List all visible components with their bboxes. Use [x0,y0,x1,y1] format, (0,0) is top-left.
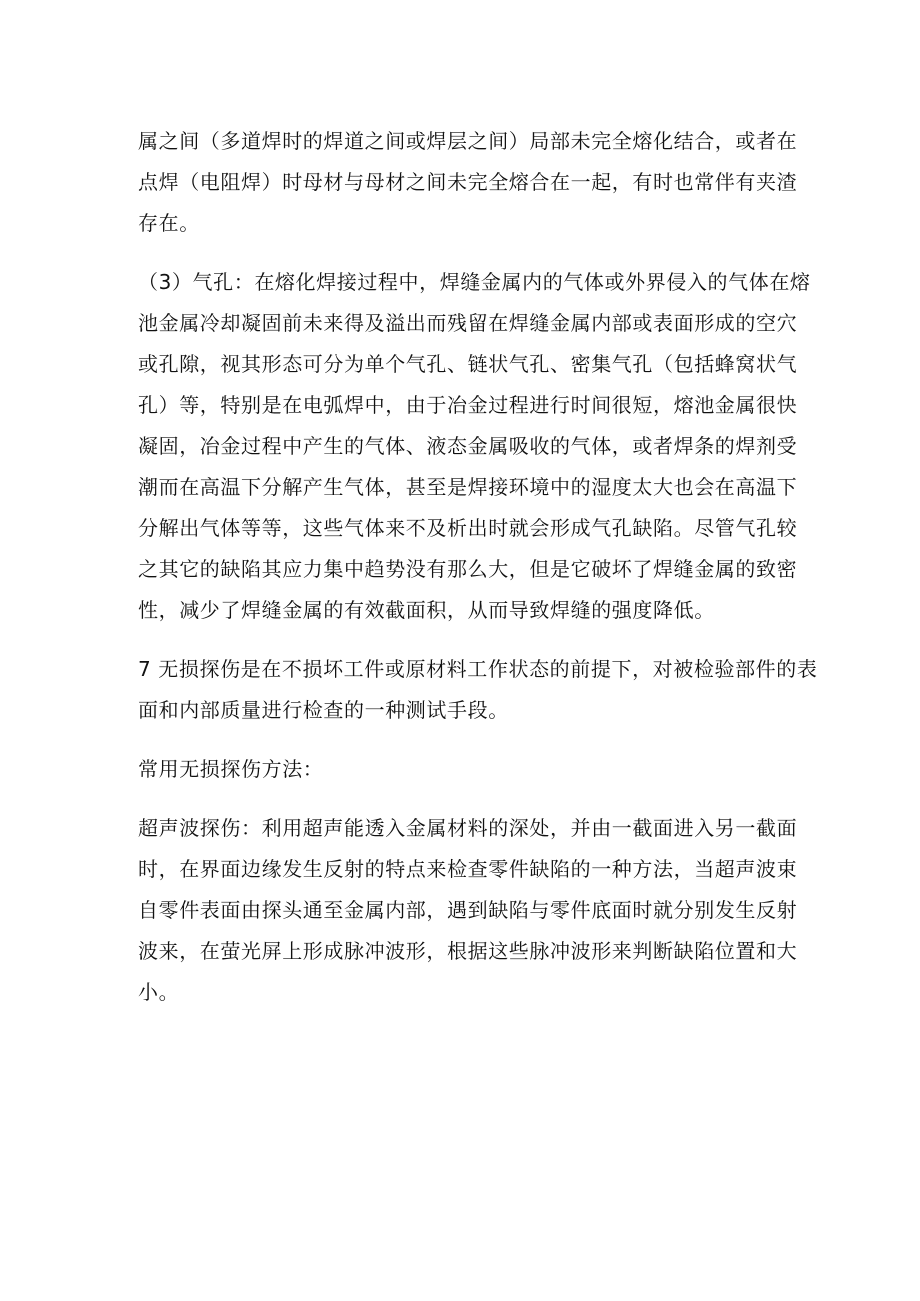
text-line: 面和内部质量进行检查的一种测试手段。 [138,698,509,722]
text-line: 点焊（电阻焊）时母材与母材之间未完全熔合在一起，有时也常伴有夹渣 [138,170,798,194]
text-line: 小。 [138,980,180,1004]
text-line: 7 无损探伤是在不损坏工件或原材料工作状态的前提下，对被检验部件的表 [138,657,818,681]
text-line: 性，减少了焊缝金属的有效截面积，从而导致焊缝的强度降低。 [138,598,715,622]
text-line: 孔）等，特别是在电弧焊中，由于冶金过程进行时间很短，熔池金属很快 [138,393,798,417]
text-line: 池金属冷却凝固前未来得及溢出而残留在焊缝金属内部或表面形成的空穴 [138,311,798,335]
document-body [138,121,818,1013]
paragraph-incomplete-fusion [138,121,798,244]
text-line: 存在。 [138,211,200,235]
text-line: 波来，在萤光屏上形成脉冲波形，根据这些脉冲波形来判断缺陷位置和大 [138,939,798,963]
text-line: （3）气孔：在熔化焊接过程中，焊缝金属内的气体或外界侵入的气体在熔 [138,270,811,294]
text-line: 潮而在高温下分解产生气体，甚至是焊接环境中的湿度太大也会在高温下 [138,475,798,499]
text-line: 自零件表面由探头通至金属内部，遇到缺陷与零件底面时就分别发生反射 [138,898,798,922]
paragraph-porosity [138,262,811,631]
paragraph-ndt-methods-heading [138,749,788,790]
text-line: 或孔隙，视其形态可分为单个气孔、链状气孔、密集气孔（包括蜂窝状气 [138,352,798,376]
text-line: 超声波探伤：利用超声能透入金属材料的深处，并由一截面进入另一截面 [138,816,798,840]
text-line: 之其它的缺陷其应力集中趋势没有那么大，但是它破坏了焊缝金属的致密 [138,557,798,581]
text-line: 时，在界面边缘发生反射的特点来检查零件缺陷的一种方法，当超声波束 [138,857,798,881]
text-line: 属之间（多道焊时的焊道之间或焊层之间）局部未完全熔化结合，或者在 [138,129,798,153]
paragraph-ndt-definition [138,649,818,731]
text-line: 分解出气体等等，这些气体来不及析出时就会形成气孔缺陷。尽管气孔较 [138,516,798,540]
text-line: 凝固，冶金过程中产生的气体、液态金属吸收的气体，或者焊条的焊剂受 [138,434,798,458]
text-line: 常用无损探伤方法： [138,757,324,781]
paragraph-ultrasonic-testing [138,808,798,1013]
